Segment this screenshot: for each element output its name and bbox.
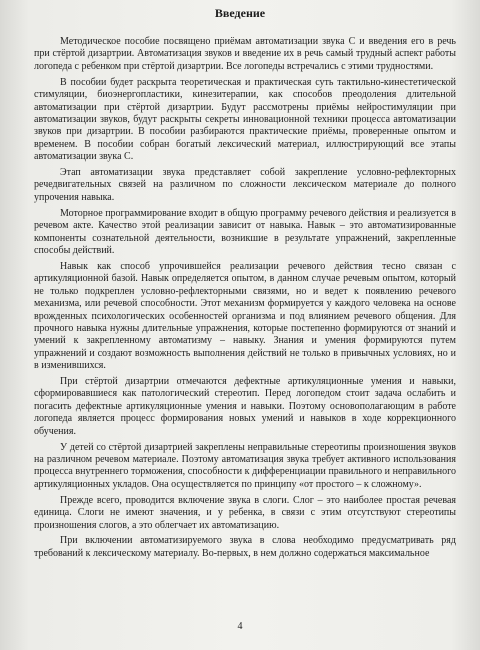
- page-number: 4: [237, 621, 243, 632]
- paragraph-6: При стёртой дизартрии отмечаются дефектные артикуляционные умения и навыки, сформировавшиеся как патологический стереотип. Перед логопедом стоит задача ослабить и погасить дефектные артикуляционные умения и навыки. Поэтому основополагающим в работе логопеда является процесс формирования новых умений и навыков в ходе коррекционного обучения.: [34, 376, 456, 437]
- paragraph-3: Этап автоматизации звука представляет собой закрепление условно-рефлекторных речедвигательных связей на различном по сложности лексическом материале до полного упрочения навыка.: [34, 167, 456, 203]
- paragraph-9: При включении автоматизируемого звука в слова необходимо предусматривать ряд требований к лексическому материалу. Во-первых, в нем должно содержаться максимальное: [34, 535, 456, 559]
- body-text: [34, 36, 456, 564]
- paragraph-2: В пособии будет раскрыта теоретическая и практическая суть тактильно-кинестетической стимуляции, биоэнергопластики, кинезитерапии, как способов преодоления длительной автоматизации при стёртой дизартрии. Будут рассмотрены приёмы нейростимуляции при автоматизации звуков, будут раскрыты секреты инновационной техники процесса автоматизации звуков при дизартрии. В пособии разбираются практические приёмы, проверенные опытом и временем. В пособии собран богатый лексический материал, иллюстрирующий все этапы автоматизации звука С.: [34, 76, 456, 163]
- section-title: Введение: [214, 6, 266, 20]
- paragraph-4: Моторное программирование входит в общую программу речевого действия и реализуется в речевом акте. Качество этой реализации зависит от навыка. Навык – это автоматизированные компоненты сознательной деятельности, возникшие в результате упражнений, закрепленные способы действий.: [34, 207, 456, 256]
- paragraph-7: У детей со стёртой дизартрией закреплены неправильные стереотипы произношения звуков на различном речевом материале. Поэтому автоматизация звука требует активного использования процесса внутреннего торможения, способности к дифференциации правильного и неправильного артикуляционных укладов. Она осуществляется по принципу «от простого – к сложному».: [34, 441, 456, 490]
- paragraph-8: Прежде всего, проводится включение звука в слоги. Слог – это наиболее простая речевая единица. Слоги не имеют значения, и у ребенка, в связи с этим отсутствуют стереотипы произношения слогов, а это облегчает их автоматизацию.: [34, 494, 456, 531]
- paragraph-5: Навык как способ упрочившейся реализации речевого действия тесно связан с артикуляционной базой. Навык определяется опытом, в данном случае речевым опытом, который не только подкреплен условно-рефлекторными связями, но и ведет к появлению речевого механизма, или речевой способности. Этот механизм формируется у каждого человека на основе врожденных психологических особенностей организма и под влиянием речевого общения. Для прочного навыка нужны длительные упражнения, которые постепенно формируются от знаний и умений к закрепленному автоматизму – навыку. Знания и умения формируются путем упражнений и создают возможность выполнения действий не только в привычных условиях, но и в изменившихся.: [34, 260, 456, 372]
- paragraph-1: Методическое пособие посвящено приёмам автоматизации звука С и введения его в речь при стёртой дизартрии. Автоматизация звуков и введение их в речь самый трудный аспект работы логопеда с ребенком при стёртой дизартрии. Все логопеды встречались с этими трудностями.: [34, 36, 456, 72]
